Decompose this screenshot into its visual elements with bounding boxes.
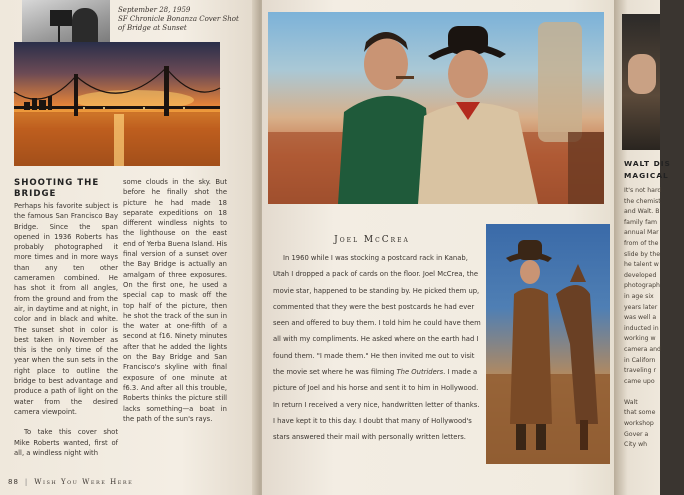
text-line: annual Mar	[624, 229, 659, 237]
joel-mccrea-story	[273, 250, 481, 446]
caption-line: SF Chronicle Bonanza Cover Shot	[118, 15, 239, 23]
story-text: In 1960 while I was stocking a postcard rack in Kanab, Utah I dropped a pack of cards on the floor. Joel McCrea, the movie star, happened to be standing by. He picked them up, commented that they were the best postcards he had ever seen and offered to buy them. I told him he could have them all with my compliments. He asked where on the earth had I found them. "I made them." He then invited me out to visit the movie set where he was filming	[273, 254, 481, 377]
text-line: family fam	[624, 218, 658, 226]
text-line: working w	[624, 335, 656, 343]
caption-line: September 28, 1959	[118, 6, 191, 14]
next-page-text	[624, 186, 684, 451]
heading-line: MAGICAL	[624, 171, 669, 180]
paragraph: To take this cover shot Mike Roberts wanted, first of all, a windless night with	[14, 428, 118, 457]
page-footer	[8, 478, 238, 486]
joel-mccrea-heading: Joel McCrea	[334, 235, 410, 245]
text-line: slide by the	[624, 250, 661, 258]
caption-line: of Bridge at Sunset	[118, 24, 187, 32]
paragraph: some clouds in the sky. But before he finally shot the picture he had made 18 separate expeditions on 18 different windless nights to the lighthouse on the east end of Yerba Buena Island. His final version of a sunset over the Bay Bridge is actually an amalgam of three exposures. On the first one, he used a special cap to mask off the top half of the picture, then he shot the track of the sun in the water at one-fifth of a second at f16. Ninety minutes after that he added the lights on the Bay Bridge and San Francisco's skyline with final exposure of one minute at f6.3. And after all this trouble, Roberts thinks the picture still lacks something—a boat in the path of the sun's rays.	[123, 178, 227, 423]
section-heading	[14, 178, 114, 200]
top-caption	[118, 6, 248, 33]
text-line: came upo	[624, 377, 655, 385]
heading-line: WALT DIS	[624, 159, 671, 168]
text-line: photograph	[624, 282, 660, 290]
text-line: in age six	[624, 292, 654, 300]
walt-disney-photo	[622, 14, 660, 150]
text-line	[624, 387, 684, 398]
text-column-middle	[123, 177, 227, 424]
text-line: inducted in	[624, 324, 659, 332]
left-page	[0, 0, 258, 495]
text-line: developed	[624, 271, 657, 279]
text-line: the chemist	[624, 197, 661, 205]
text-line: from of the	[624, 239, 659, 247]
page-number: 88	[8, 478, 19, 486]
text-line: was well a	[624, 314, 657, 322]
face-shape	[628, 54, 656, 94]
heading-line: SHOOTING THE	[14, 178, 100, 188]
text-line: years later	[624, 303, 658, 311]
text-line: workshop	[624, 420, 654, 428]
text-line: he talent w	[624, 261, 659, 269]
text-line: It's not hard	[624, 187, 662, 194]
film-title: The Outriders	[396, 368, 444, 377]
next-page-heading	[624, 158, 684, 182]
text-line: Gover a	[624, 430, 649, 438]
running-title: Wish You Were Here	[34, 478, 134, 486]
footer-separator: |	[24, 478, 29, 486]
text-line: that some	[624, 409, 656, 417]
story-text: . I made a picture of Joel and his horse and sent it to him in Hollywood. In return I received a very nice, handwritten letter of thanks. I have kept it to this day. I doubt that many of Hollywood's stars answered their mail with personally written letters.	[273, 368, 480, 442]
text-line: City wh	[624, 441, 648, 449]
heading-line: BRIDGE	[14, 189, 57, 199]
paragraph: Perhaps his favorite subject is the famous San Francisco Bay Bridge. Since the span opened in 1936 Roberts has probably photographed it more times and in more ways than any ten other cameramen combined. He has shot it from all angles, from the ground and from the air, in daytime and at night, in color and in black and white. The sunset shot in color is best taken in November as this is the only time of the year when the sun sets in the right place to outline the bridge to best advantage and produce a path of light on the water from the desired camera viewpoint.	[14, 202, 118, 416]
next-page-edge	[614, 0, 671, 495]
bay-bridge-sunset-photo	[14, 42, 220, 166]
text-line: camera and	[624, 345, 661, 353]
text-line: in Californ	[624, 356, 656, 364]
joel-and-horse-photo	[486, 224, 610, 464]
text-column-left	[14, 201, 118, 458]
joel-mccrea-portrait-photo	[268, 12, 604, 204]
text-line: traveling r	[624, 367, 657, 375]
text-line: and Walt. B	[624, 208, 660, 216]
camera-shape	[50, 10, 72, 26]
text-line: Walt	[624, 398, 638, 406]
